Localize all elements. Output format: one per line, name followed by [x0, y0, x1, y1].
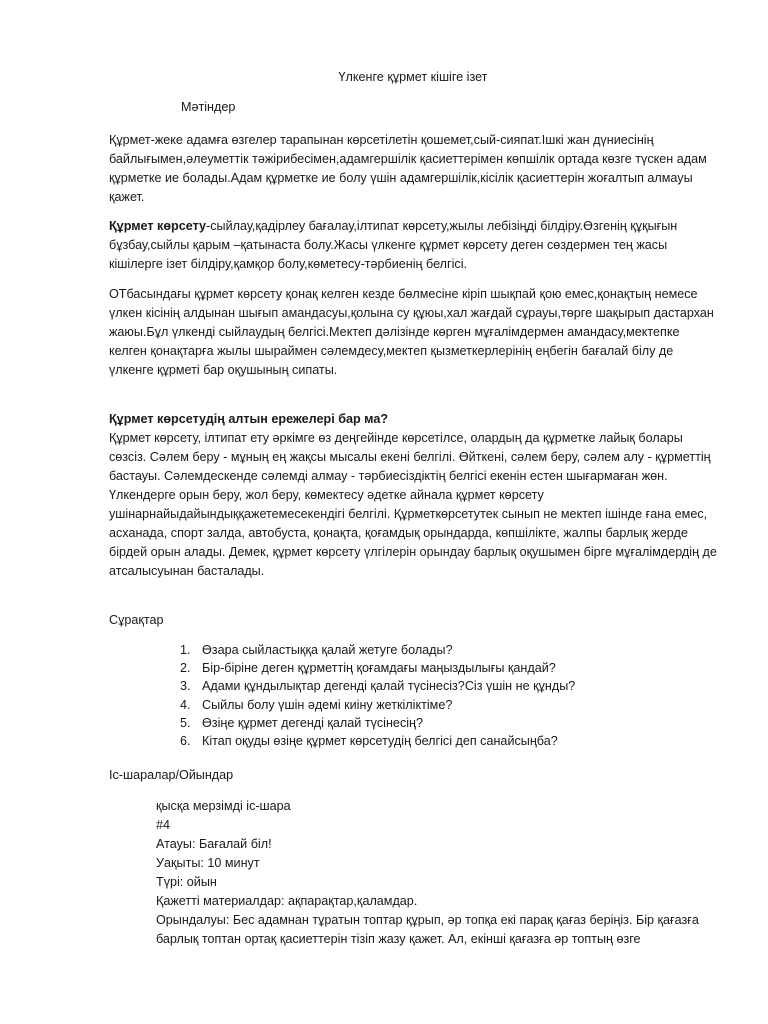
list-item: 4. Сыйлы болу үшін әдемі киіну жеткіліктіме?: [180, 697, 453, 712]
activity-name: Атауы: Бағалай біл!: [156, 837, 272, 851]
activities-heading: Іс-шаралар/Ойындар: [109, 768, 234, 782]
questions-list: [180, 641, 575, 750]
paragraph-definition: Құрмет-жеке адамға өзгелер тарапынан көрсетілетін қошемет,сый-сияпат.Ішкі жан дүниесінің байлығымен,әлеуметтік тәжірибесімен,адамгершілік қасиеттерімен көпшілік ортада көзге түскен адам құрметке ие болады.Адам құрметке ие болу үшін адамгершілік,кісілік қасиеттерін жоғалтып алмауы қажет.: [109, 133, 707, 204]
rules-heading: Құрмет көрсетудің алтын ережелері бар ма?: [109, 412, 389, 426]
document-title: Үлкенге құрмет кішіге ізет: [338, 70, 488, 84]
paragraph-text: -сыйлау,қадірлеу бағалау,ілтипат көрсету,жылы лебізіңді білдіру.Өзгенің құқығын бұзбау,сыйлы қарым –қатынаста болу.Жасы үлкенге құрмет көрсету деген сөздермен тең жасы кішілерге ізет білдіру,қамқор болу,көметесу-тәрбиенің белгісі.: [109, 219, 678, 271]
activity-block: [156, 797, 716, 949]
questions-heading: Сұрақтар: [109, 613, 164, 627]
activity-procedure: Орындалуы: Бес адамнан тұратын топтар құрып, әр топқа екі парақ қағаз беріңіз. Бір қағазға барлық топтан ортақ қасиеттерін тізіп жазу қажет. Ал, екінші қағазға әр топтың өзге: [156, 913, 699, 946]
list-item: 3. Адами құндылықтар дегенді қалай түсінесіз?Сіз үшін не құнды?: [180, 679, 576, 694]
list-item: 1. Өзара сыйластыққа қалай жетуге болады?: [180, 643, 453, 657]
activity-kind: Түрі: ойын: [156, 875, 217, 889]
bold-term: Құрмет көрсету: [109, 219, 207, 233]
activity-type: қысқа мерзімді іс-шара: [156, 799, 291, 813]
activity-materials: Қажетті материалдар: ақпарақтар,қаламдар.: [156, 894, 418, 908]
rules-text: Құрмет көрсету, ілтипат ету әркімге өз деңгейінде көрсетілсе, олардың да құрметке лайық болары сөзсіз. Сәлем беру - мұның ең жақсы мысалы екені белгілі. Өйткені, сәлем беру, сәлем алу - құрметтің бастауы. Сәлемдескенде сәлемді алмау - тәрбиесіздіктің белгісі екенін естен шығармаған жөн. Үлкендерге орын беру, жол беру, көмектесу әдетке айнала құрмет көрсету ушінарнайыдайындыққажетемесекендігі белгілі. Құрметкөрсетутек сынып не мектеп ішінде ғана емес, асханада, спорт залда, автобуста, қонақта, қоғамдық орындарда, көпшілікте, жалпы барлық жерде бірдей орын алады. Демек, құрмет көрсету үлгілерін орындау барлық оқушымен бірге мұғалімдердің де атсалысуынан басталады.: [109, 431, 717, 578]
paragraph-showing-respect: [109, 217, 717, 274]
activity-duration: Уақыты: 10 минут: [156, 856, 260, 870]
paragraph-golden-rules: [109, 410, 717, 581]
paragraph-family-respect: ОТбасындағы құрмет көрсету қонақ келген кезде бөлмесіне кіріп шықпай қою емес,қонақтың немесе үлкен кісінің алдынан шығып амандасуы,қолына су құюы,хал жағдай сұрауы,төрге шақырып дастархан жаюы.Бұл үлкенді сыйлаудың белгісі.Мектеп дәлізінде көрген мұғалімдермен амандасу,мектепке келген қонақтарға жылы шыраймен сәлемдесу,мектеп қызметкерлерінің еңбегін бағалай білу де үлкенге құрметі бар оқушының сипаты.: [109, 287, 714, 377]
list-item: 2. Бір-біріне деген құрметтің қоғамдағы маңыздылығы қандай?: [180, 661, 556, 676]
list-item: 5. Өзіңе құрмет дегенді қалай түсінесің?: [180, 715, 423, 730]
section-subtitle: Мәтіндер: [181, 100, 236, 114]
list-item: 6. Кітап оқуды өзіңе құрмет көрсетудің белгісі деп санайсыңба?: [180, 733, 558, 748]
activity-number: #4: [156, 818, 171, 832]
